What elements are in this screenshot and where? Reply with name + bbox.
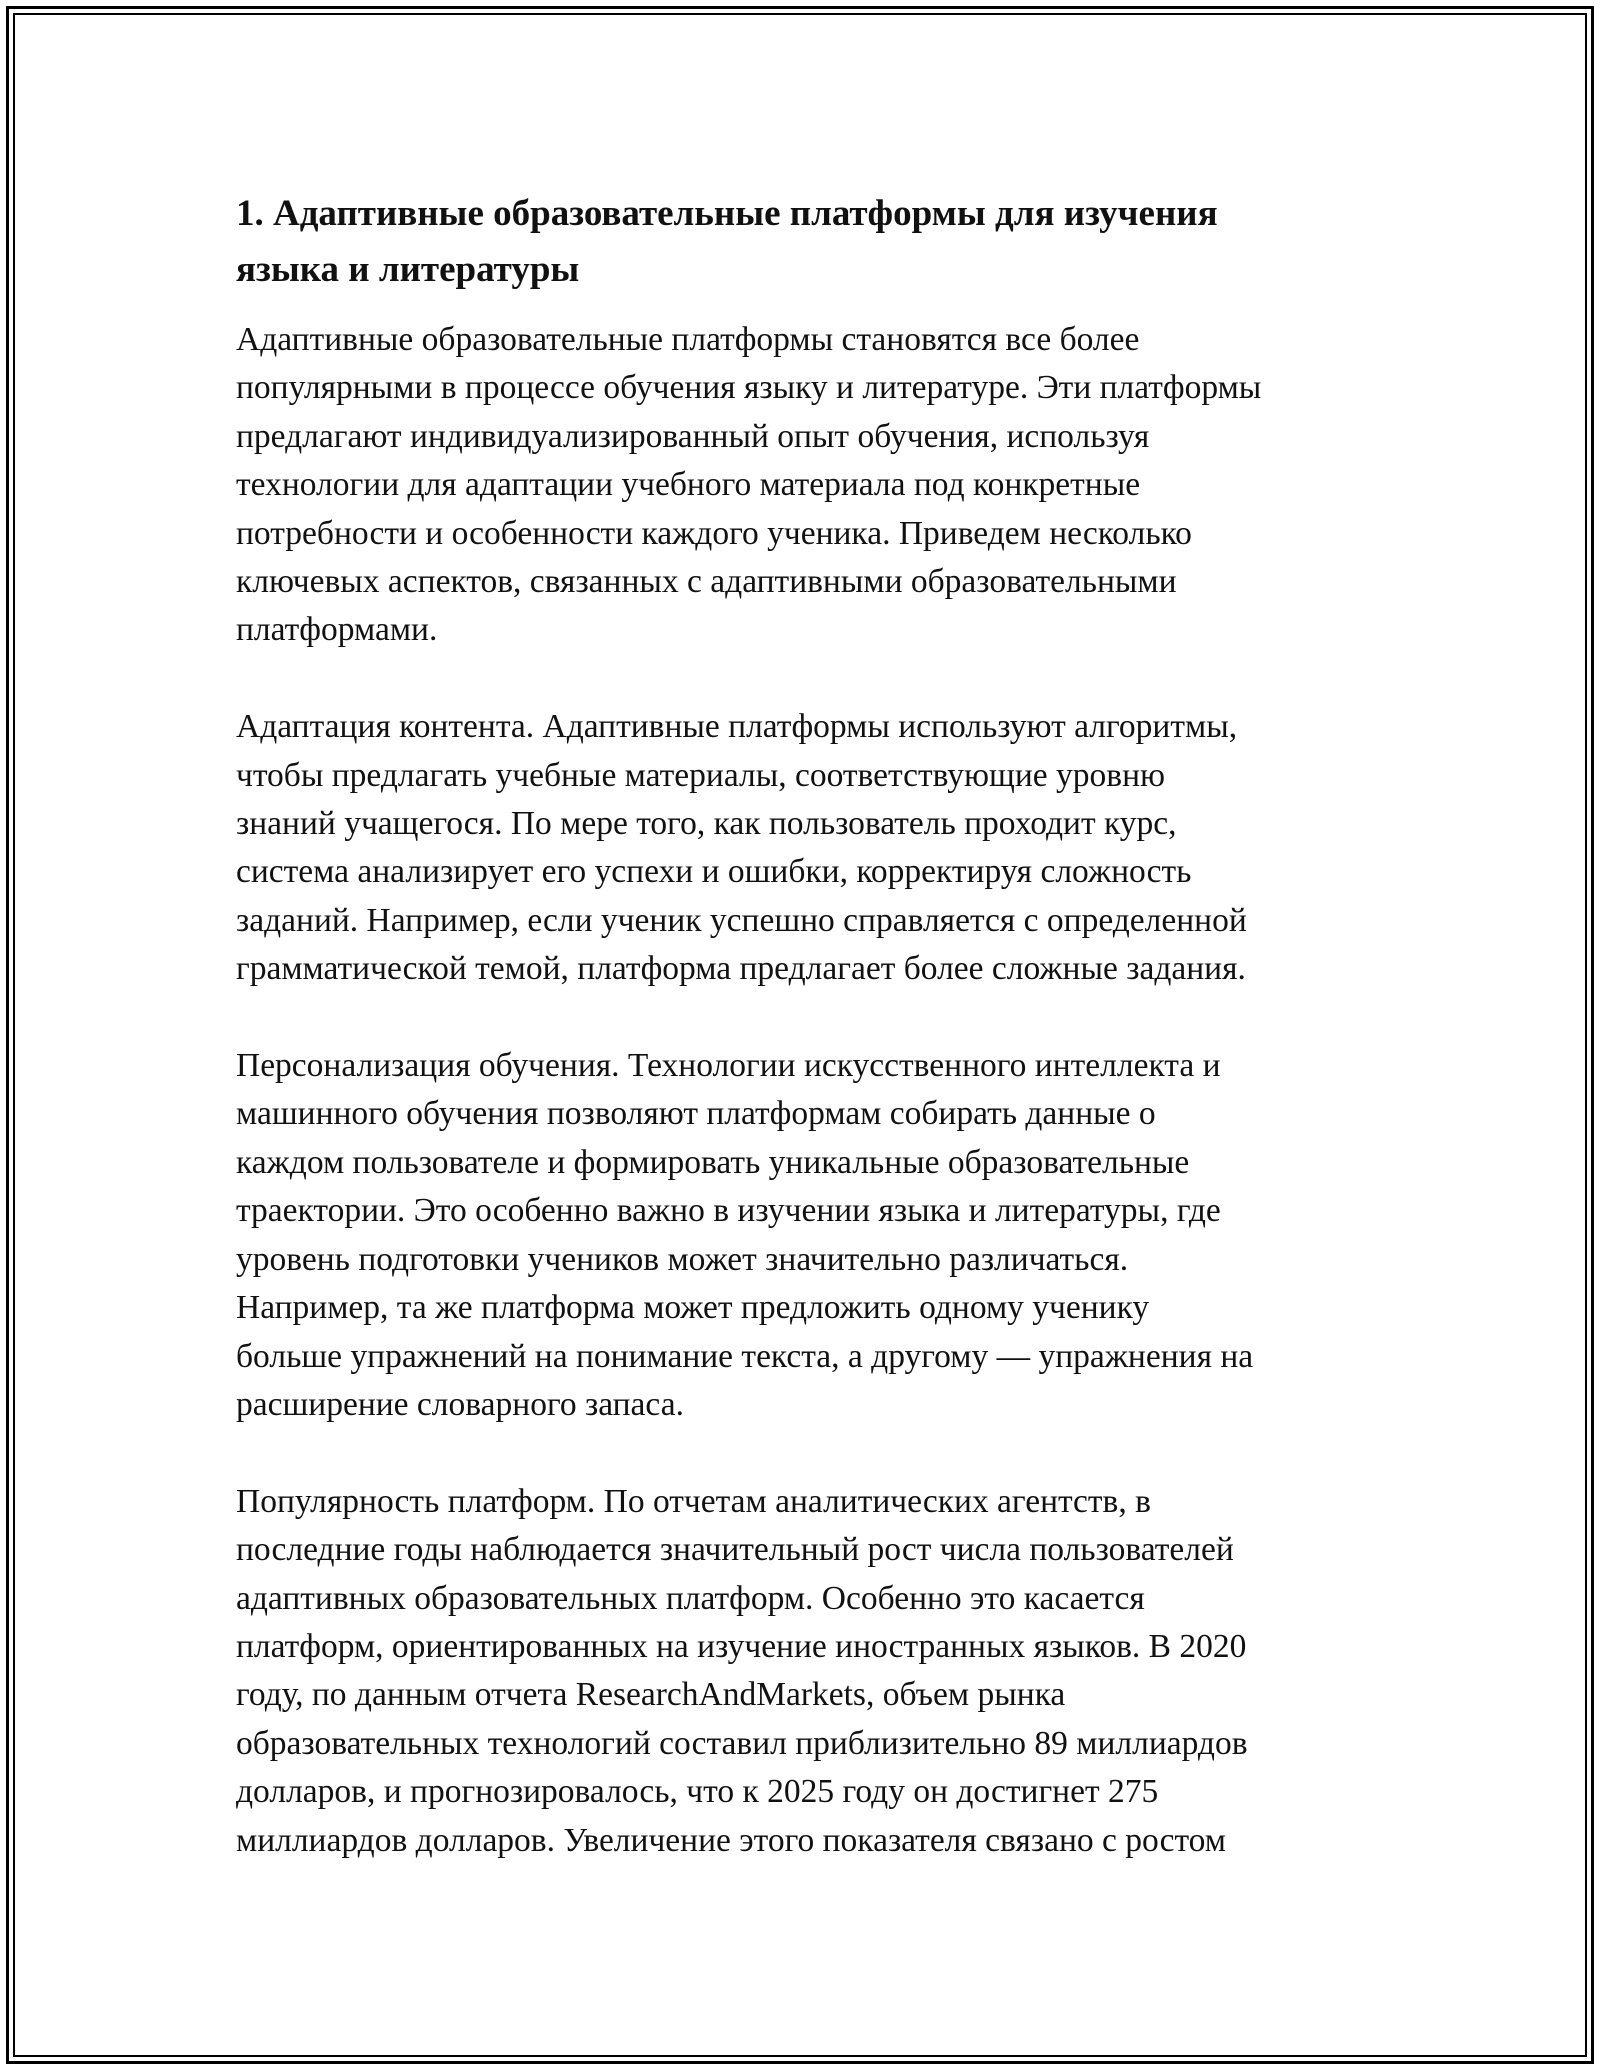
section-heading: [236, 186, 1376, 298]
paragraph-content-adaptation: [236, 703, 1376, 993]
paragraph-intro: [236, 316, 1376, 655]
text-line: Например, та же платформа может предложить одному ученику: [236, 1289, 1150, 1327]
text-line: долларов, и прогнозировалось, что к 2025 году он достигнет 275: [236, 1773, 1159, 1811]
text-line: Адаптивные образовательные платформы становятся все более: [236, 321, 1140, 358]
text-line: Адаптация контента. Адаптивные платформы используют алгоритмы,: [236, 708, 1238, 746]
text-line: технологии для адаптации учебного материала под конкретные: [236, 466, 1141, 504]
text-line: система анализирует его успехи и ошибки, корректируя сложность: [236, 853, 1192, 891]
text-line: каждом пользователе и формировать уникальные образовательные: [236, 1143, 1190, 1181]
heading-line: 1. Адаптивные образовательные платформы для изучения: [236, 193, 1218, 234]
text-line: популярными в процессе обучения языку и литературе. Эти платформы: [236, 369, 1262, 407]
text-line: Персонализация обучения. Технологии искусственного интеллекта и: [236, 1047, 1221, 1085]
text-line: знаний учащегося. По мере того, как пользователь проходит курс,: [236, 805, 1177, 843]
text-line: платформ, ориентированных на изучение иностранных языков. В 2020: [236, 1627, 1247, 1665]
text-line: грамматической темой, платформа предлагает более сложные задания.: [236, 950, 1246, 988]
heading-line: языка и литературы: [236, 249, 580, 290]
paragraph-personalization: [236, 1042, 1376, 1429]
text-line: году, по данным отчета ResearchAndMarkets, объем рынка: [236, 1676, 1066, 1714]
text-line: Популярность платформ. По отчетам аналитических агентств, в: [236, 1482, 1151, 1520]
text-line: чтобы предлагать учебные материалы, соответствующие уровню: [236, 756, 1166, 794]
text-line: машинного обучения позволяют платформам собирать данные о: [236, 1095, 1156, 1133]
paragraph-popularity: [236, 1478, 1376, 1865]
text-line: ключевых аспектов, связанных с адаптивными образовательными: [236, 563, 1177, 601]
text-line: миллиардов долларов. Увеличение этого показателя связано с ростом: [236, 1821, 1226, 1859]
text-line: уровень подготовки учеников может значительно различаться.: [236, 1240, 1129, 1278]
document-body: [236, 186, 1376, 1913]
text-line: заданий. Например, если ученик успешно справляется с определенной: [236, 901, 1247, 939]
text-line: предлагают индивидуализированный опыт обучения, используя: [236, 417, 1150, 455]
text-line: платформами.: [236, 611, 438, 649]
text-line: образовательных технологий составил приблизительно 89 миллиардов: [236, 1724, 1248, 1762]
text-line: больше упражнений на понимание текста, а другому — упражнения на: [236, 1337, 1254, 1375]
text-line: адаптивных образовательных платформ. Особенно это касается: [236, 1579, 1145, 1617]
text-line: последние годы наблюдается значительный рост числа пользователей: [236, 1531, 1234, 1569]
text-line: траектории. Это особенно важно в изучении языка и литературы, где: [236, 1192, 1221, 1230]
text-line: потребности и особенности каждого ученика. Приведем несколько: [236, 514, 1192, 552]
text-line: расширение словарного запаса.: [236, 1385, 684, 1423]
